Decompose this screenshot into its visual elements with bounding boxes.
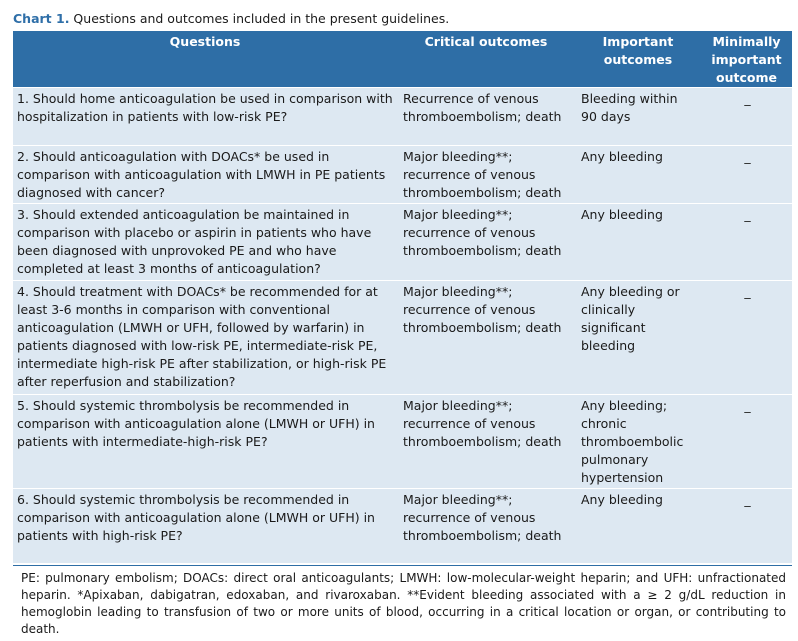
important-outcome-cell: Any bleeding [575,146,701,204]
minimal-outcome-cell: _ [701,395,792,489]
minimal-outcome-cell: _ [701,88,792,146]
table-caption [13,11,449,27]
critical-outcome-cell: Major bleeding**; recurrence of venous thromboembolism; death [397,204,575,281]
important-outcome-cell: Any bleeding [575,204,701,281]
question-cell: 5. Should systemic thrombolysis be recommended in comparison with anticoagulation alone (LMWH or UFH) in patients with intermediate-high-risk PE? [13,395,397,489]
header-critical-outcomes: Critical outcomes [397,31,575,88]
header-minimal-outcome: Minimally important outcome [701,31,792,88]
question-cell: 4. Should treatment with DOACs* be recommended for at least 3-6 months in comparison with conventional anticoagulation (LMWH or UFH, followed by warfarin) in patients diagnosed with low-risk PE, intermediate-risk PE, intermediate high-risk PE after stabilization, or high-risk PE after reperfusion and stabilization? [13,281,397,395]
minimal-outcome-cell: _ [701,204,792,281]
table-row [13,204,792,281]
caption-label: Chart 1. [13,11,70,26]
question-cell: 6. Should systemic thrombolysis be recommended in comparison with anticoagulation alone (LMWH or UFH) in patients with high-risk PE? [13,489,397,561]
question-cell: 1. Should home anticoagulation be used in comparison with hospitalization in patients with low-risk PE? [13,88,397,146]
table-header-row [13,31,792,88]
header-questions: Questions [13,31,397,88]
minimal-outcome-cell: _ [701,146,792,204]
important-outcome-cell: Bleeding within 90 days [575,88,701,146]
minimal-outcome-cell: _ [701,281,792,395]
important-outcome-cell: Any bleeding; chronic thromboembolic pulmonary hypertension [575,395,701,489]
table-row [13,395,792,489]
question-cell: 2. Should anticoagulation with DOACs* be used in comparison with anticoagulation with LMWH in PE patients diagnosed with cancer? [13,146,397,204]
important-outcome-cell: Any bleeding [575,489,701,561]
table-row [13,489,792,561]
question-cell: 3. Should extended anticoagulation be maintained in comparison with placebo or aspirin in patients who have been diagnosed with unprovoked PE and who have completed at least 3 months of anticoagulation? [13,204,397,281]
critical-outcome-cell: Recurrence of venous thromboembolism; death [397,88,575,146]
important-outcome-cell: Any bleeding or clinically significant bleeding [575,281,701,395]
table-row [13,146,792,204]
critical-outcome-cell: Major bleeding**; recurrence of venous thromboembolism; death [397,281,575,395]
critical-outcome-cell: Major bleeding**; recurrence of venous thromboembolism; death [397,395,575,489]
caption-text: Questions and outcomes included in the present guidelines. [69,11,450,26]
outcomes-table [13,31,792,561]
critical-outcome-cell: Major bleeding**; recurrence of venous thromboembolism; death [397,489,575,561]
minimal-outcome-cell: _ [701,489,792,561]
critical-outcome-cell: Major bleeding**; recurrence of venous thromboembolism; death [397,146,575,204]
table-row [13,88,792,146]
table-row [13,281,792,395]
table-footnote: PE: pulmonary embolism; DOACs: direct oral anticoagulants; LMWH: low-molecular-weight heparin; and UFH: unfractionated heparin. *Apixaban, dabigatran, edoxaban, and rivaroxaban. **Evident bleeding associated with a ≥ 2 g/dL reduction in hemoglobin leading to transfusion of two or more units of blood, occurring in a critical location or organ, or contributing to death. [13,565,792,638]
table-frame [13,31,792,563]
header-important-outcomes: Important outcomes [575,31,701,88]
